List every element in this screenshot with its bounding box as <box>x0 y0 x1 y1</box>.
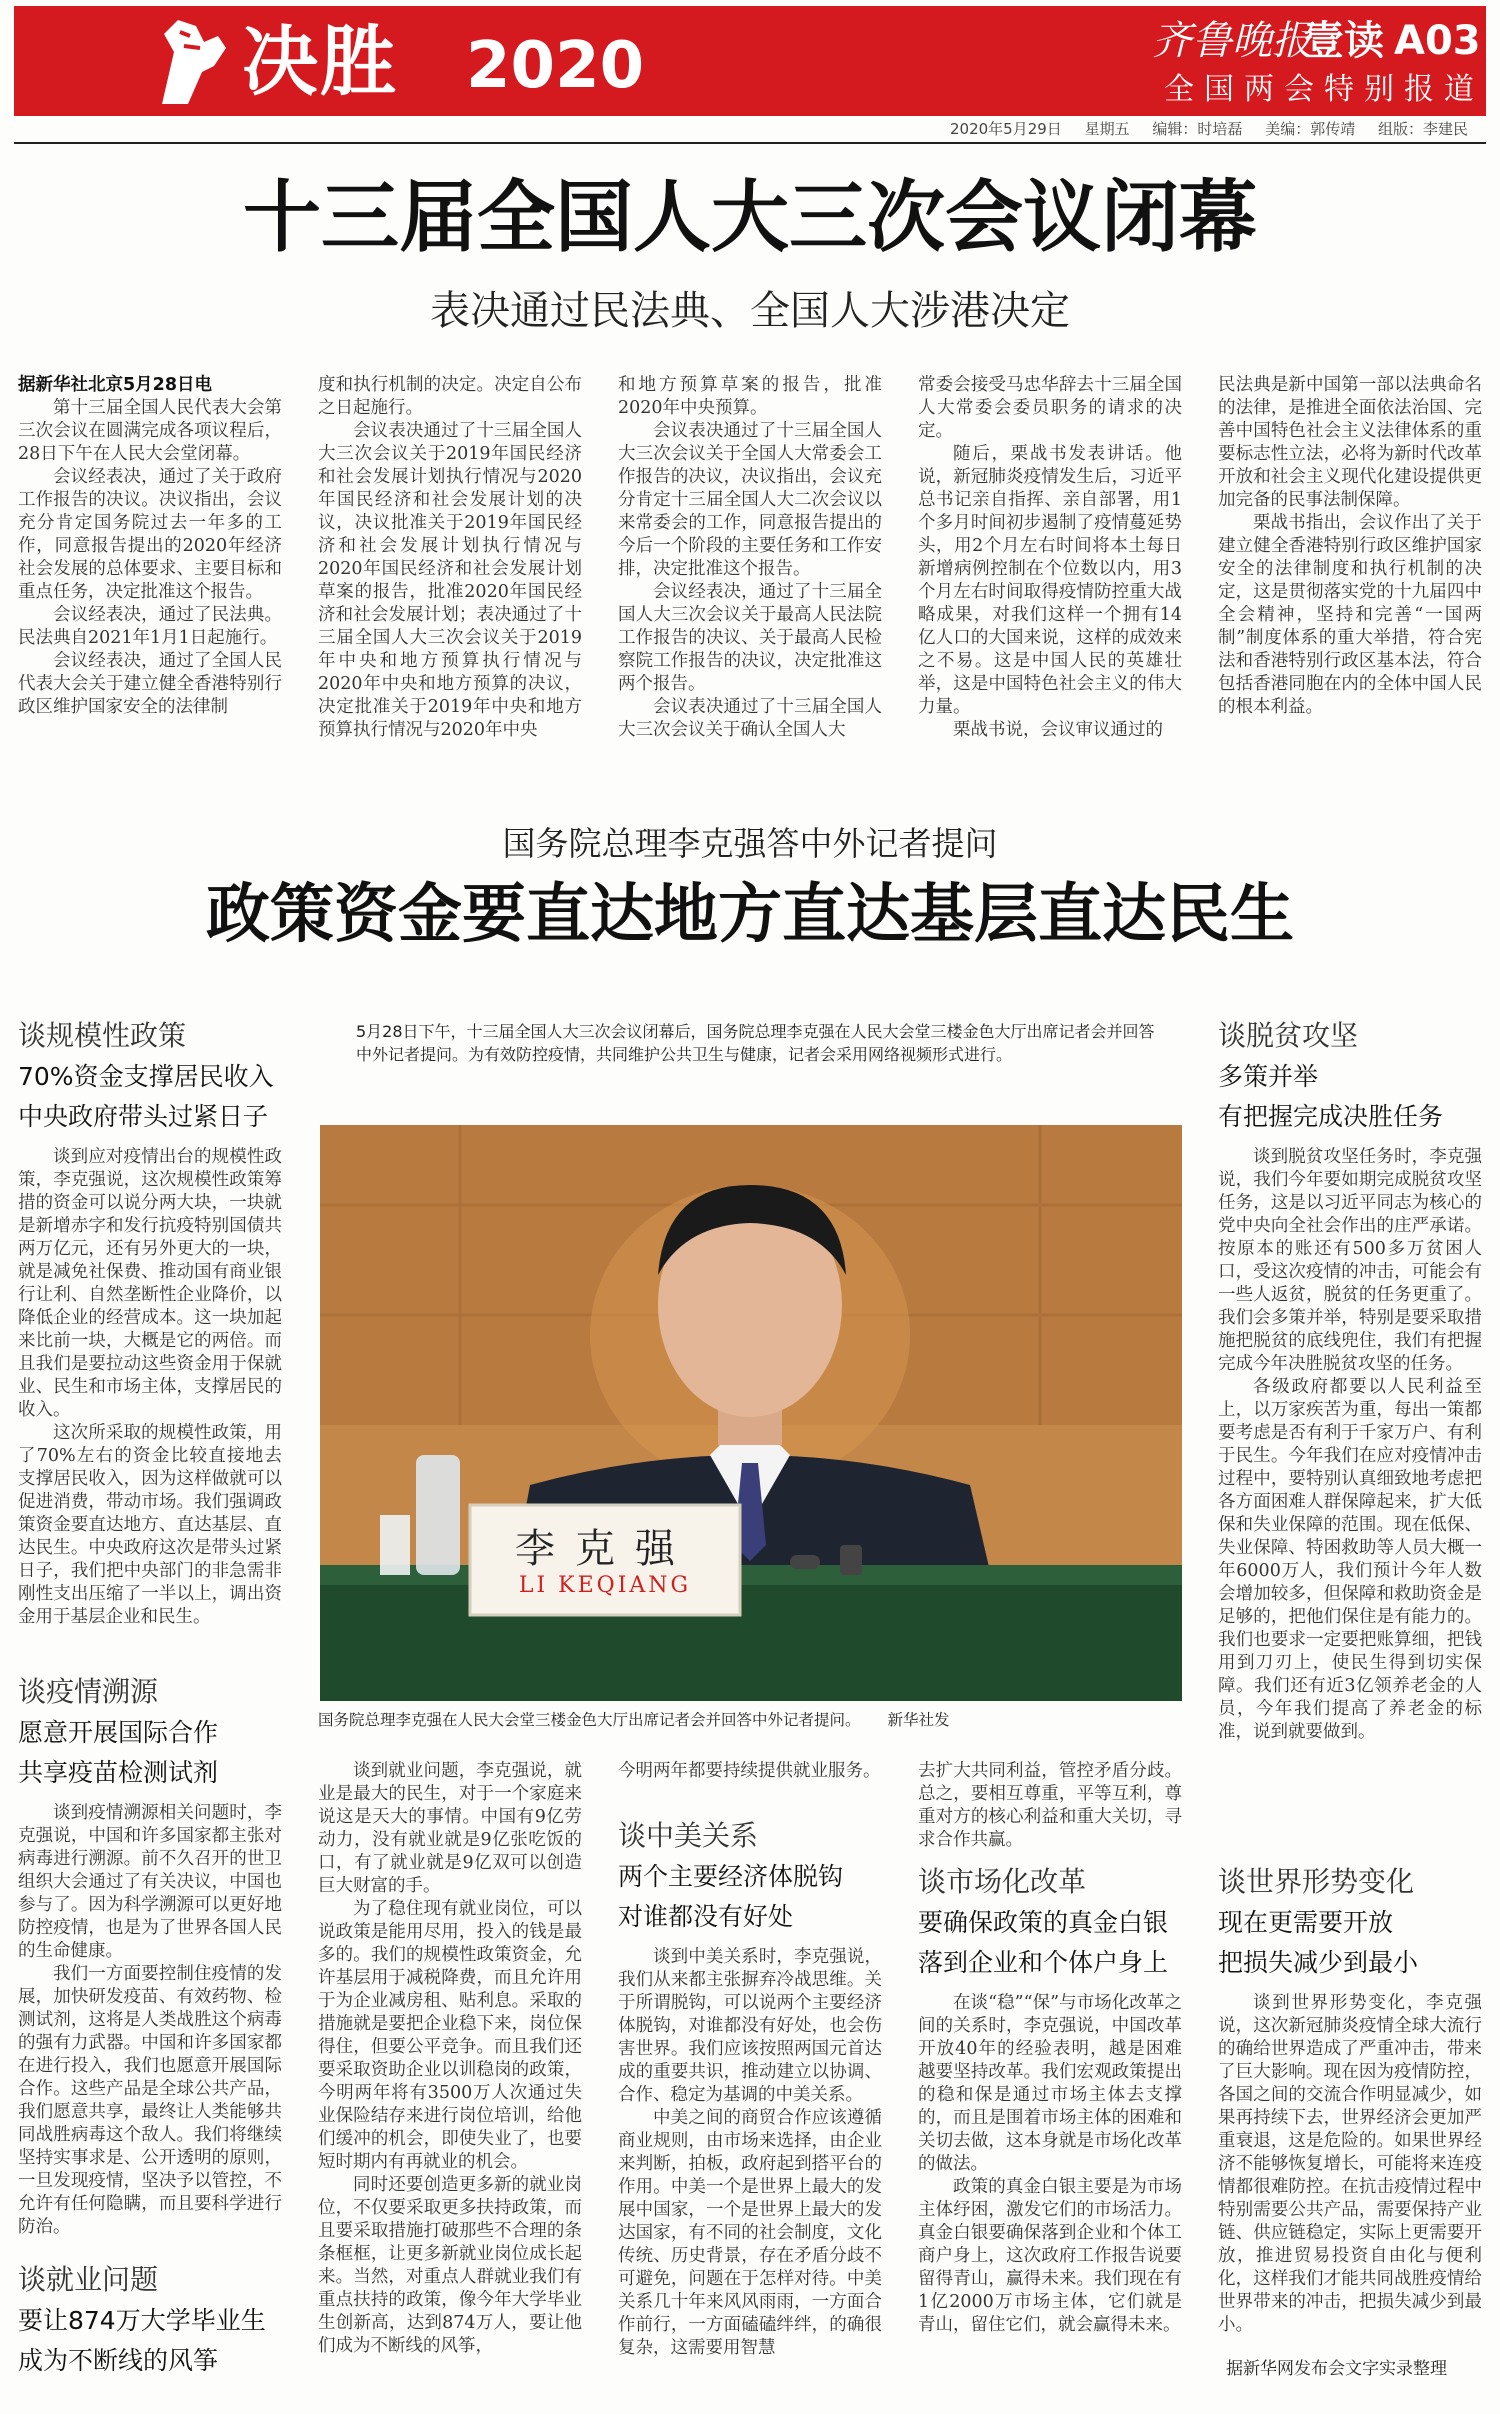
layout-editor: 组版：李建民 <box>1377 120 1468 138</box>
paragraph: 会议表决通过了十三届全国人大三次会议关于全国人大常委会工作报告的决议，决议指出，会议充分肯定十三届全国人大二次会议以来常委会的工作，同意报告提出的今后一个阶段的主要任务和工作安排，决定批准这个报告。 <box>618 421 882 579</box>
section-title-sino-us: 谈中美关系 <box>618 1819 759 1852</box>
special-report-label: 全国两会特别报道 <box>1164 72 1484 107</box>
paragraph: 谈到世界形势变化，李克强说，这次新冠肺炎疫情全球大流行的确给世界造成了严重冲击，带来了巨大影响。现在因为疫情防控，各国之间的交流合作明显减少，如果再持续下去，世界经济会更加严重衰退，这是危险的。如果世界经济不能够恢复增长，可能将来连疫情都很难防控。在抗击疫情过程中特别需要公共产品，需要保持产业链、供应链稳定，实际上更需要开放，推进贸易投资自由化与便利化，这样我们才能共同战胜疫情给世界带来的冲击，把损失减少到最小。 <box>1218 1993 1482 2335</box>
section-body-sino-us <box>618 1946 882 2372</box>
headline-premier: 政策资金要直达地方直达基层直达民生 <box>206 878 1294 952</box>
section-body-world <box>1218 1992 1482 2348</box>
section-name: 壹读 <box>1304 18 1384 64</box>
paragraph: 民法典是新中国第一部以法典命名的法律，是推进全面依法治国、完善中国特色社会主义法律体系的重要标志性立法，必将为新时代改革开放和社会主义现代化建设提供更加完备的民事法制保障。 <box>1218 375 1482 510</box>
paragraph: 栗战书指出，会议作出了关于建立健全香港特别行政区维护国家安全的法律制度和执行机制的决定，这是贯彻落实党的十九届四中全会精神，坚持和完善“一国两制”制度体系的重大举措，符合宪法和香港特别行政区基本法，符合包括香港同胞在内的全体中国人民的根本利益。 <box>1218 513 1482 717</box>
paragraph: 度和执行机制的决定。决定自公布之日起施行。 <box>318 375 582 418</box>
subhead-closing: 表决通过民法典、全国人大涉港决定 <box>430 288 1070 334</box>
paragraph: 谈到应对疫情出台的规模性政策，李克强说，这次规模性政策筹措的资金可以说分两大块，一块就是新增赤字和发行抗疫特别国债共两万亿元，还有另外更大的一块，就是减免社保费、推动国有商业银行让利、自然垄断性企业降价，以降低企业的经营成本。这一块加起来比前一块，大概是它的两倍。而且我们是要拉动这些资金用于保就业、民生和市场主体，支撑居民的收入。 <box>18 1147 282 1420</box>
paragraph: 中美之间的商贸合作应该遵循商业规则，由市场来选择，由企业来判断，拍板，政府起到搭平台的作用。中美一个是世界上最大的发展中国家，一个是世界上最大的发达国家，有不同的社会制度，文化传统、历史背景，存在矛盾分歧不可避免，问题在于怎样对待。中美关系几十年来风风雨雨，一方面合作前行，一方面磕磕绊绊，的确很复杂，这需要用智慧 <box>618 2108 882 2358</box>
issue-meta <box>950 118 1470 139</box>
issue-date: 2020年5月29日 <box>950 120 1062 138</box>
photo-caption <box>318 1708 1198 1730</box>
photo-illustration <box>320 1125 1182 1701</box>
nameplate-chinese: 李克强 <box>515 1526 695 1572</box>
section-body-poverty <box>1218 1146 1482 1856</box>
dateline: 据新华社北京5月28日电 <box>18 375 213 395</box>
section-body-epidemic <box>18 1802 282 2254</box>
paragraph: 随后，栗战书发表讲话。他说，新冠肺炎疫情发生后，习近平总书记亲自指挥、亲自部署，用1个多月时间初步遏制了疫情蔓延势头，用2个月左右时间将本土每日新增病例控制在个位数以内，用3个月左右时间取得疫情防控重大战略成果，对我们这样一个拥有14亿人口的大国来说，这样的成效来之不易。这是中国人民的英雄壮举，这是中国特色社会主义的伟大力量。 <box>918 444 1182 717</box>
paragraph: 栗战书说，会议审议通过的 <box>953 720 1163 740</box>
nameplate-english: LI KEQIANG <box>518 1573 692 1598</box>
section-title-epidemic: 谈疫情溯源 <box>18 1675 159 1708</box>
section-line: 要确保政策的真金白银 <box>918 1908 1169 1937</box>
paragraph: 这次所采取的规模性政策，用了70%左右的资金比较直接地去支撑居民收入，因为这样做就可以促进消费，带动市场。我们强调政策资金要直达地方、直达基层、直达民生。中央政府这次是带头过紧日子，我们把中央部门的非急需非刚性支出压缩了一半以上，调出资金用于基层企业和民生。 <box>18 1423 282 1627</box>
section-line: 要让874万大学毕业生 <box>18 2306 266 2335</box>
raised-fist-icon <box>144 12 240 112</box>
banner-title: 决胜 <box>242 17 398 106</box>
section-body-employment-cont <box>618 1760 882 1810</box>
issue-weekday: 星期五 <box>1084 120 1130 138</box>
paragraph: 常委会接受马忠华辞去十三届全国人大常委会委员职务的请求的决定。 <box>918 375 1182 441</box>
section-line: 共享疫苗检测试剂 <box>18 1758 219 1787</box>
paragraph: 在谈“稳”“保”与市场化改革之间的关系时，李克强说，中国改革开放40年的经验表明，越是困难越要坚持改革。我们宏观政策提出的稳和保是通过市场主体去支撑的，而且是围着市场主体的困难和关切去做，这本身就是市场化改革的做法。 <box>918 1993 1182 2174</box>
section-title-poverty: 谈脱贫攻坚 <box>1218 1019 1359 1052</box>
section-line: 现在更需要开放 <box>1218 1908 1394 1937</box>
section-line: 落到企业和个体户身上 <box>918 1948 1169 1977</box>
section-title-employment: 谈就业问题 <box>18 2263 159 2296</box>
paragraph: 谈到疫情溯源相关问题时，李克强说，中国和许多国家都主张对病毒进行溯源。前不久召开的世卫组织大会通过了有关决议，中国也参与了。因为科学溯源可以更好地防控疫情，也是为了世界各国人民的生命健康。 <box>18 1803 282 1961</box>
section-line: 把损失减少到最小 <box>1218 1948 1419 1977</box>
paragraph: 谈到中美关系时，李克强说，我们从来都主张摒弃冷战思维。关于所谓脱钩，可以说两个主要经济体脱钩，对谁都没有好处，也会伤害世界。我们应该按照两国元首达成的重要共识，推动建立以协调、合作、稳定为基调的中美关系。 <box>618 1947 882 2105</box>
paragraph: 会议经表决，通过了民法典。民法典自2021年1月1日起施行。 <box>18 605 282 648</box>
section-title-market: 谈市场化改革 <box>918 1865 1087 1898</box>
section-line: 对谁都没有好处 <box>618 1902 794 1931</box>
section-line: 两个主要经济体脱钩 <box>618 1862 844 1891</box>
story1-column-4 <box>918 374 1182 754</box>
section-line: 成为不断线的风筝 <box>18 2346 219 2375</box>
paragraph: 同时还要创造更多新的就业岗位，不仅要采取更多扶持政策，而且要采取措施打破那些不合理的条条框框，让更多新就业岗位成长起来。当然，对重点人群就业我们有重点扶持的政策，像今年大学毕业生创新高，达到874万人，要让他们成为不断线的风筝， <box>318 2175 582 2356</box>
section-line: 70%资金支撑居民收入 <box>18 1062 274 1091</box>
section-title-scale: 谈规模性政策 <box>18 1019 187 1052</box>
divider <box>14 142 1486 144</box>
masthead <box>14 6 1486 116</box>
photo-caption-text: 国务院总理李克强在人民大会堂三楼金色大厅出席记者会并回答中外记者提问。 <box>318 1711 861 1729</box>
kicker-premier: 国务院总理李克强答中外记者提问 <box>502 824 998 863</box>
paragraph: 和地方预算草案的报告，批准2020年中央预算。 <box>618 375 882 418</box>
banner-year: 2020 <box>466 29 645 103</box>
section-title-world: 谈世界形势变化 <box>1218 1865 1415 1898</box>
story1-column-2 <box>318 374 582 754</box>
press-conference-photo <box>320 1125 1182 1701</box>
paragraph: 我们一方面要控制住疫情的发展，加快研发疫苗、有效药物、检测试剂，这将是人类战胜这个病毒的强有力武器。中国和许多国家都在进行投入，我们也愿意开展国际合作。这些产品是全球公共产品，我们愿意共享，最终让人类能够共同战胜病毒这个敌人。我们将继续坚持实事求是、公开透明的原则，一旦发现疫情，坚决予以管控，不允许有任何隐瞒，而且要科学进行防治。 <box>18 1964 282 2237</box>
photo-credit: 新华社发 <box>887 1711 950 1729</box>
paragraph: 会议表决通过了十三届全国人大三次会议关于确认全国人大 <box>618 697 882 740</box>
section-body-employment <box>318 1760 582 2372</box>
paragraph: 去扩大共同利益，管控矛盾分歧。总之，要相互尊重，平等互利，尊重对方的核心利益和重大关切，寻求合作共赢。 <box>918 1761 1182 1850</box>
paper-name: 齐鲁晚报 <box>1152 18 1312 64</box>
section-body-sino-us-cont <box>918 1760 1182 1856</box>
art-editor: 美编：郭传靖 <box>1265 120 1356 138</box>
paragraph: 谈到脱贫攻坚任务时，李克强说，我们今年要如期完成脱贫攻坚任务，这是以习近平同志为核心的党中央向全社会作出的庄严承诺。按原本的账还有500多万贫困人口，受这次疫情的冲击，可能会有一些人返贫，脱贫的任务更重了。我们会多策并举，特别是要采取措施把脱贫的底线兜住，我们有把握完成今年决胜脱贫攻坚的任务。 <box>1218 1147 1482 1374</box>
section-line: 有把握完成决胜任务 <box>1218 1102 1444 1131</box>
source-credit: 据新华网发布会文字实录整理 <box>1226 2359 1447 2379</box>
paragraph: 政策的真金白银主要是为市场主体纾困，激发它们的市场活力。真金白银要确保落到企业和个体工商户身上，这次政府工作报告说要留得青山，赢得未来。我们现在有1亿2000万市场主体，它们就是青山，留住它们，就会赢得未来。 <box>918 2177 1182 2335</box>
intro-caption: 5月28日下午，十三届全国人大三次会议闭幕后，国务院总理李克强在人民大会堂三楼金色大厅出席记者会并回答中外记者提问。为有效防控疫情，共同维护公共卫生与健康，记者会采用网络视频形式进行。 <box>356 1022 1155 1064</box>
paragraph: 第十三届全国人民代表大会第三次会议在圆满完成各项议程后，28日下午在人民大会堂闭幕。 <box>18 398 282 464</box>
story1-column-1 <box>18 374 282 754</box>
paragraph: 会议经表决，通过了关于政府工作报告的决议。决议指出，会议充分肯定国务院过去一年多的工作，同意报告提出的2020年经济社会发展的总体要求、主要目标和重点任务，决定批准这个报告。 <box>18 467 282 602</box>
headline-closing: 十三届全国人大三次会议闭幕 <box>242 173 1257 263</box>
paragraph: 谈到就业问题，李克强说，就业是最大的民生，对于一个家庭来说这是天大的事情。中国有9亿劳动力，没有就业就是9亿张吃饭的口，有了就业就是9亿双可以创造巨大财富的手。 <box>318 1761 582 1896</box>
story1-column-5 <box>1218 374 1482 754</box>
paragraph: 为了稳住现有就业岗位，可以说政策是能用尽用，投入的钱是最多的。我们的规模性政策资金，允许基层用于减税降费，而且允许用于为企业减房租、贴利息。采取的措施就是要把企业稳下来，岗位保得住，但要公平竞争。而且我们还要采取资助企业以训稳岗的政策，今明两年将有3500万人次通过失业保险结存来进行岗位培训，给他们缓冲的机会，即使失业了，也要短时期内有再就业的机会。 <box>318 1899 582 2172</box>
section-line: 多策并举 <box>1218 1062 1319 1091</box>
editor: 编辑：时培磊 <box>1152 120 1243 138</box>
section-body-market <box>918 1992 1182 2372</box>
paragraph: 今明两年都要持续提供就业服务。 <box>618 1761 881 1781</box>
page-number: A03 <box>1394 18 1481 64</box>
section-line: 愿意开展国际合作 <box>18 1718 219 1747</box>
paragraph: 会议经表决，通过了十三届全国人大三次会议关于最高人民法院工作报告的决议、关于最高人民检察院工作报告的决议，决定批准这两个报告。 <box>618 582 882 694</box>
paragraph: 会议表决通过了十三届全国人大三次会议关于2019年国民经济和社会发展计划执行情况与2020年国民经济和社会发展计划的决议，决议批准关于2019年国民经济和社会发展计划执行情况与2020年国民经济和社会发展计划草案的报告，批准2020年国民经济和社会发展计划；表决通过了十三届全国人大三次会议关于2019年中央和地方预算执行情况与2020年中央和地方预算的决议，决定批准关于2019年中央和地方预算执行情况与2020年中央 <box>318 421 582 740</box>
story1-column-3 <box>618 374 882 754</box>
paragraph: 各级政府都要以人民利益至上，以万家疾苦为重，每出一策都要考虑是否有利于千家万户、有利于民生。今年我们在应对疫情冲击过程中，要特别认真细致地考虑把各方面困难人群保障起来，扩大低保和失业保障的范围。现在低保、失业保障、特困救助等人员大概一年6000万人，我们预计今年人数会增加较多，但保障和救助资金是足够的，把他们保住是有能力的。我们也要求一定要把账算细，把钱用到刀刃上，使民生得到切实保障。我们还有近3亿领养老金的人员，今年我们提高了养老金的标准，说到就要做到。 <box>1218 1377 1482 1742</box>
section-line: 中央政府带头过紧日子 <box>18 1102 269 1131</box>
paragraph: 会议经表决，通过了全国人民代表大会关于建立健全香港特别行政区维护国家安全的法律制 <box>18 651 282 717</box>
section-body-scale <box>18 1146 282 1666</box>
